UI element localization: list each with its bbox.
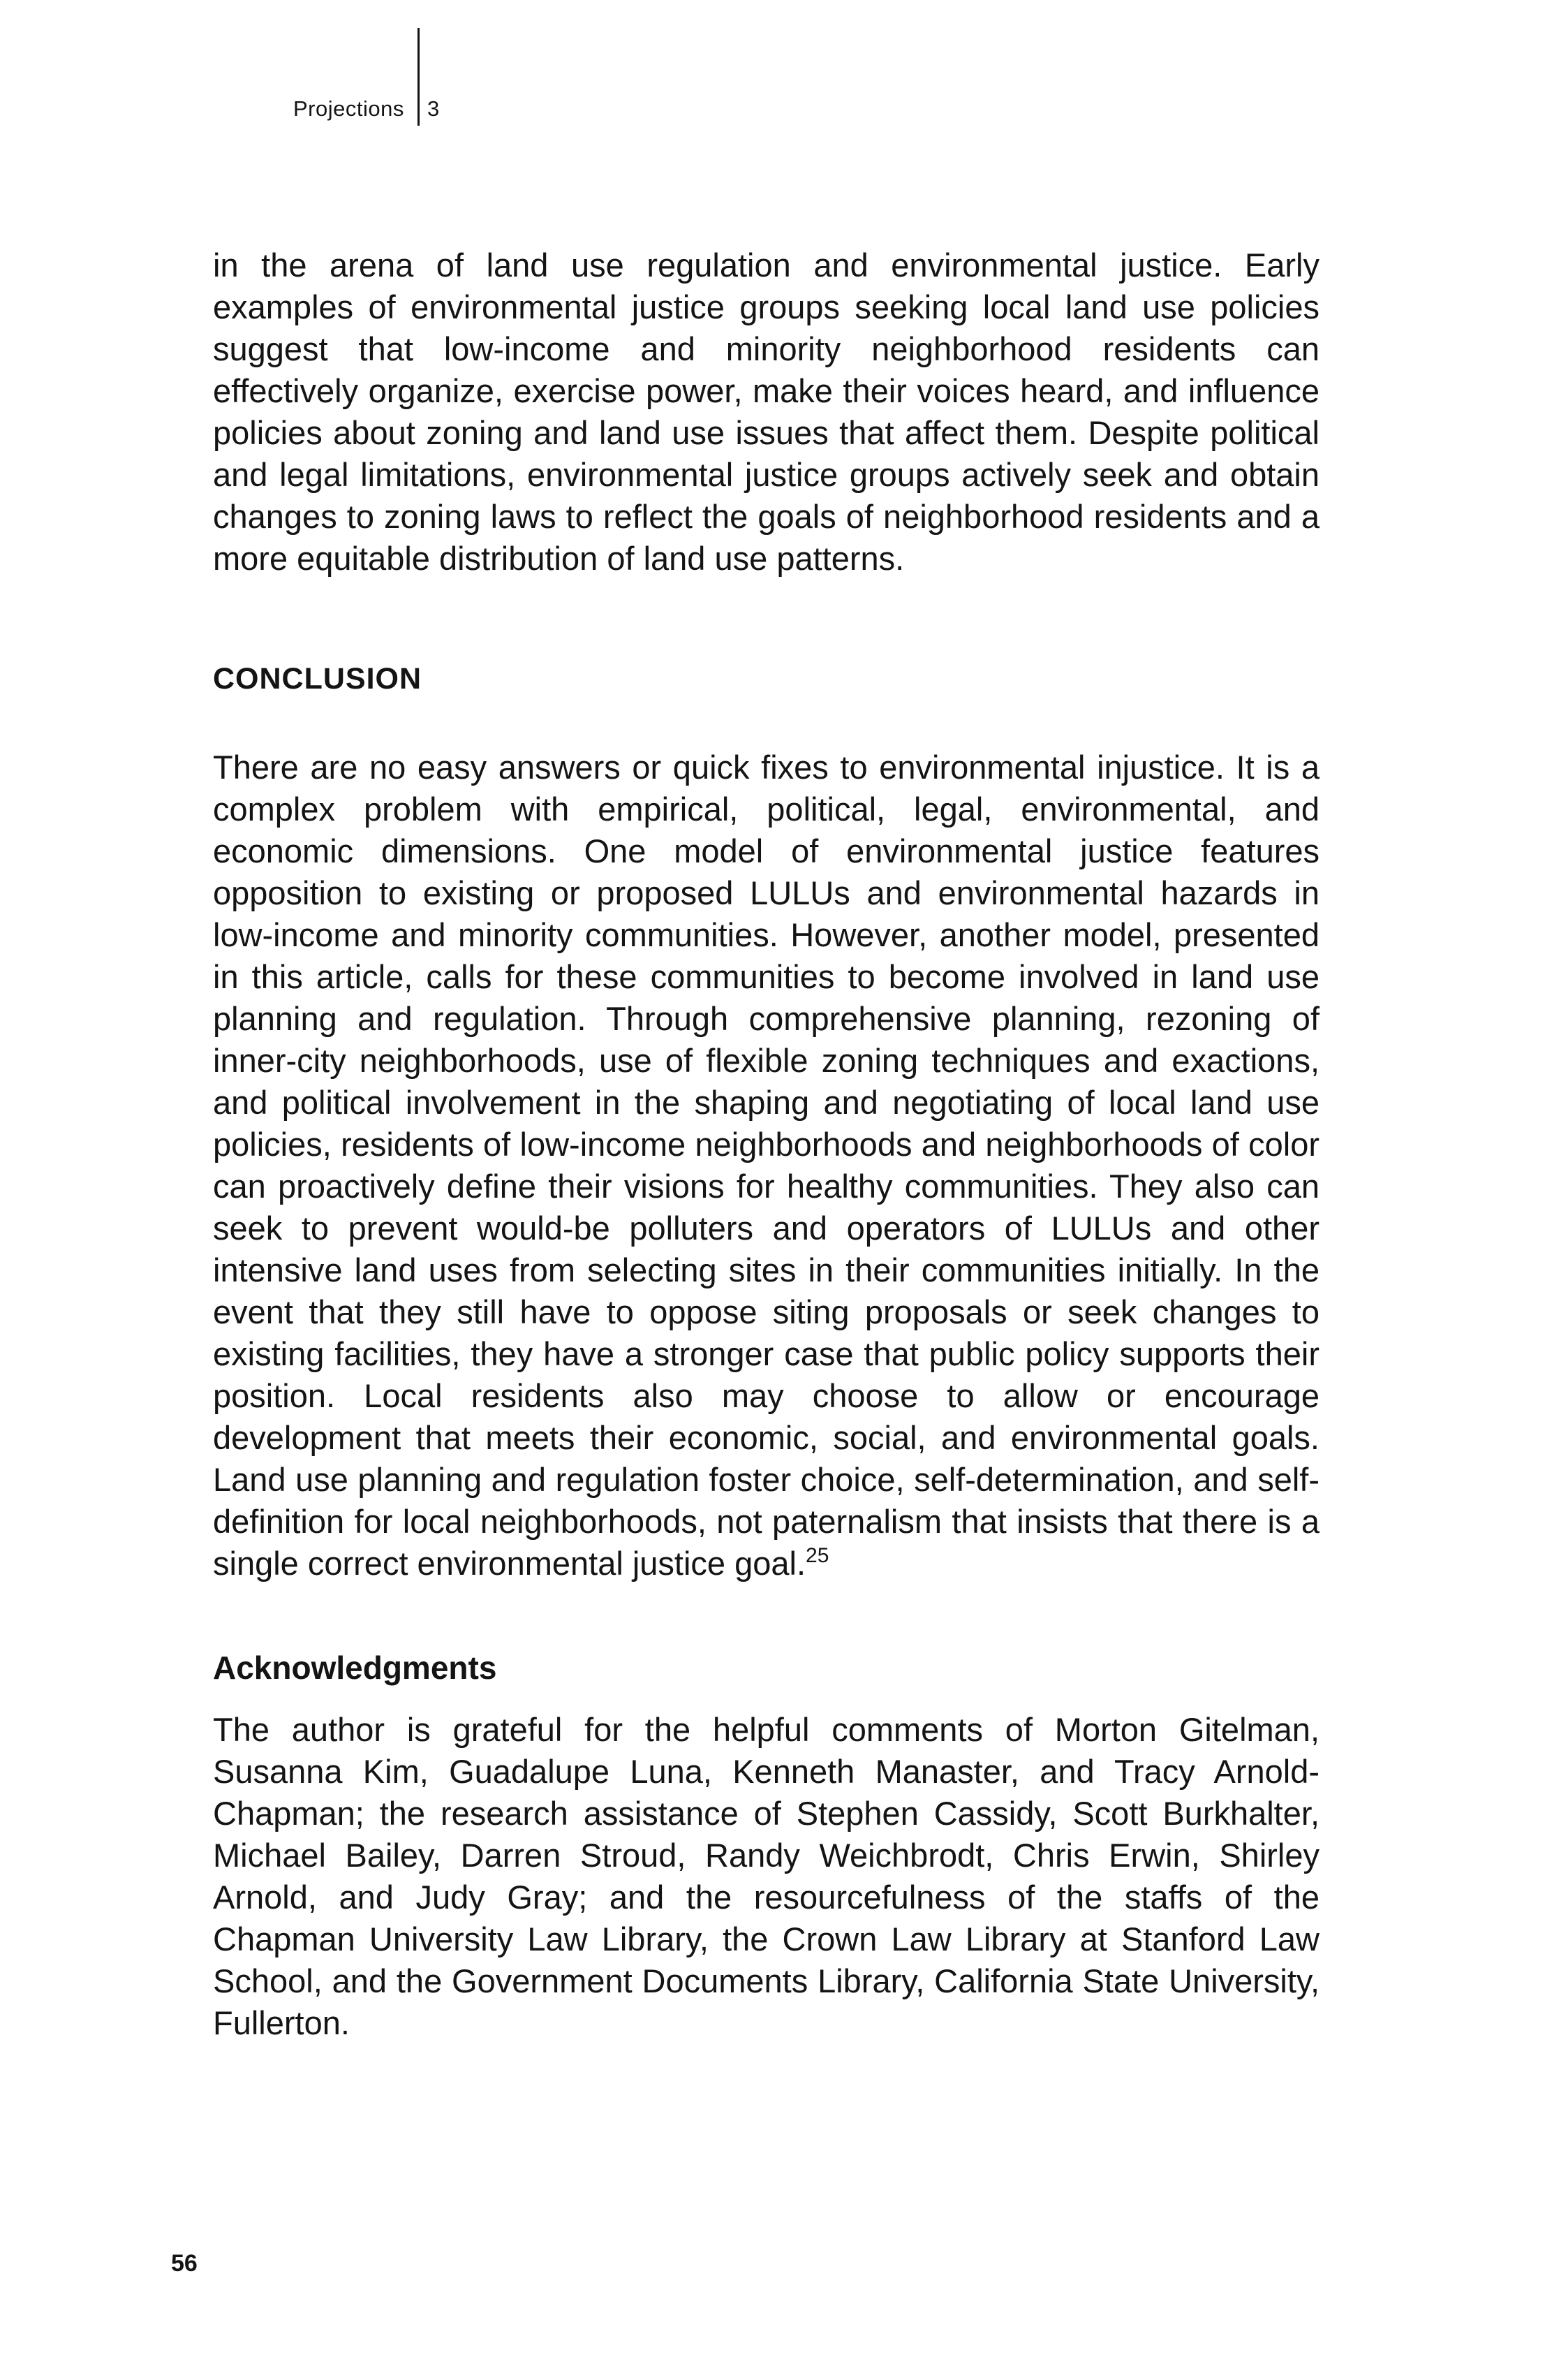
page-folio: 56	[171, 2250, 198, 2277]
acknowledgments-paragraph: The author is grateful for the helpful comments of Morton Gitelman, Susanna Kim, Guadalupe Luna, Kenneth Manaster, and Tracy Arnold-Chapman; the research assistance of Stephen Cassidy, Scott Burkhalter, Michael Bailey, Darren Stroud, Randy Weichbrodt, Chris Erwin, Shirley Arnold, and Judy Gray; and the resourcefulness of the staffs of the Chapman University Law Library, the Crown Law Library at Stanford Law School, and the Government Documents Library, California State University, Fullerton.	[213, 1711, 1319, 2041]
conclusion-paragraph	[213, 747, 1319, 1585]
running-header-page-number: 3	[427, 96, 440, 121]
footnote-reference: 25	[806, 1544, 829, 1567]
conclusion-text: There are no easy answers or quick fixes to environmental injustice. It is a complex problem with empirical, political, legal, environmental, and economic dimensions. One model of environmental justice features opposition to existing or proposed LULUs and environmental hazards in low-income and minority communities. However, another model, presented in this article, calls for these communities to become involved in land use planning and regulation. Through comprehensive planning, rezoning of inner-city neighborhoods, use of flexible zoning techniques and exactions, and political involvement in the shaping and negotiating of local land use policies, residents of low-income neighborhoods and neighborhoods of color can proactively define their visions for healthy communities. They also can seek to prevent would-be polluters and operators of LULUs and other intensive land uses from selecting sites in their communities initially. In the event that they still have to oppose siting proposals or seek changes to existing facilities, they have a stronger case that public policy supports their position. Local residents also may choose to allow or encourage development that meets their economic, social, and environmental goals. Land use planning and regulation foster choice, self-determination, and self-definition for local neighborhoods, not paternalism that insists that there is a single correct environmental justice goal.	[213, 749, 1319, 1582]
conclusion-heading: CONCLUSION	[213, 662, 422, 696]
article-body	[213, 244, 1319, 2044]
intro-paragraph: in the arena of land use regulation and environmental justice. Early examples of environmental justice groups seeking local land use policies suggest that low-income and minority neighborhood residents can effectively organize, exercise power, make their voices heard, and influence policies about zoning and land use issues that affect them. Despite political and legal limitations, environmental justice groups actively seek and obtain changes to zoning laws to reflect the goals of neighborhood residents and a more equitable distribution of land use patterns.	[213, 247, 1319, 577]
running-header-rule	[417, 28, 420, 126]
acknowledgments-heading: Acknowledgments	[213, 1650, 497, 1686]
running-header-title: Projections	[293, 96, 404, 121]
